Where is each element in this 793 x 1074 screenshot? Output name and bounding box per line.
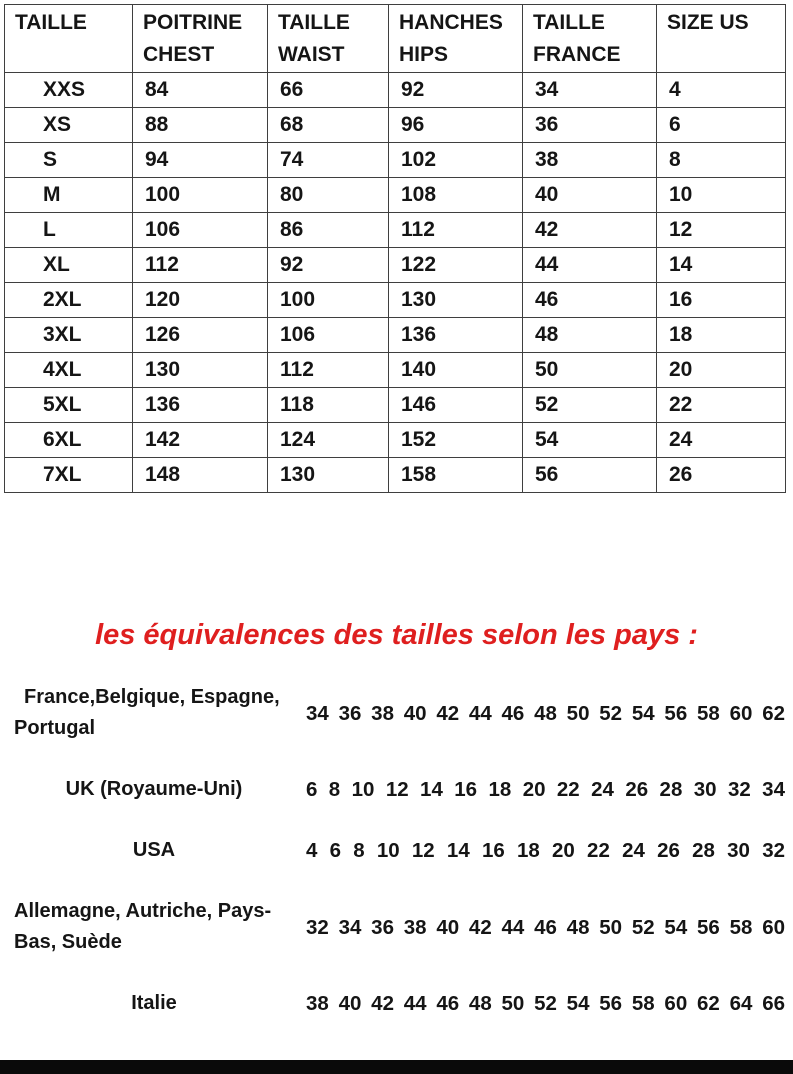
- equivalence-heading: les équivalences des tailles selon les pays :: [95, 619, 698, 651]
- size-chart-body: [5, 73, 786, 493]
- country-size-row: [0, 774, 793, 805]
- waist-cell: 86: [268, 213, 389, 248]
- size-row: [5, 248, 786, 283]
- waist-cell: 100: [268, 283, 389, 318]
- france-size-cell: 44: [523, 248, 657, 283]
- us-size-cell: 20: [657, 353, 786, 388]
- france-size-cell: 38: [523, 143, 657, 178]
- chest-cell: 142: [133, 423, 268, 458]
- column-header: TAILLE: [5, 5, 133, 73]
- size-chart-table: [4, 4, 786, 493]
- france-size-cell: 56: [523, 458, 657, 493]
- us-size-cell: 6: [657, 108, 786, 143]
- equivalence-rows: [0, 682, 793, 1019]
- waist-cell: 66: [268, 73, 389, 108]
- size-row: [5, 143, 786, 178]
- france-size-cell: 50: [523, 353, 657, 388]
- france-size-cell: 48: [523, 318, 657, 353]
- size-label-cell: 2XL: [5, 283, 133, 318]
- waist-cell: 106: [268, 318, 389, 353]
- size-values: 38 40 42 44 46 48 50 52 54 56 58 60 62 64 66: [306, 992, 785, 1015]
- france-size-cell: 52: [523, 388, 657, 423]
- waist-cell: 74: [268, 143, 389, 178]
- us-size-cell: 4: [657, 73, 786, 108]
- waist-cell: 80: [268, 178, 389, 213]
- waist-cell: 130: [268, 458, 389, 493]
- hips-cell: 92: [389, 73, 523, 108]
- hips-cell: 102: [389, 143, 523, 178]
- hips-cell: 122: [389, 248, 523, 283]
- size-row: [5, 318, 786, 353]
- us-size-cell: 14: [657, 248, 786, 283]
- size-label-cell: M: [5, 178, 133, 213]
- us-size-cell: 18: [657, 318, 786, 353]
- hips-cell: 112: [389, 213, 523, 248]
- waist-cell: 92: [268, 248, 389, 283]
- size-label-cell: 3XL: [5, 318, 133, 353]
- us-size-cell: 10: [657, 178, 786, 213]
- chest-cell: 88: [133, 108, 268, 143]
- us-size-cell: 12: [657, 213, 786, 248]
- size-row: [5, 423, 786, 458]
- waist-cell: 124: [268, 423, 389, 458]
- us-size-cell: 24: [657, 423, 786, 458]
- column-header: HANCHES HIPS: [389, 5, 523, 73]
- france-size-cell: 40: [523, 178, 657, 213]
- us-size-cell: 26: [657, 458, 786, 493]
- country-label: UK (Royaume-Uni): [65, 778, 243, 800]
- hips-cell: 158: [389, 458, 523, 493]
- france-size-cell: 42: [523, 213, 657, 248]
- size-values: 32 34 36 38 40 42 44 46 48 50 52 54 56 58 60: [306, 915, 785, 939]
- size-row: [5, 178, 786, 213]
- size-label-cell: 5XL: [5, 388, 133, 423]
- france-size-cell: 34: [523, 73, 657, 108]
- chest-cell: 126: [133, 318, 268, 353]
- column-header: TAILLE FRANCE: [523, 5, 657, 73]
- country-size-row: [0, 835, 793, 866]
- country-label: USA: [132, 839, 176, 861]
- size-label-cell: L: [5, 213, 133, 248]
- waist-cell: 118: [268, 388, 389, 423]
- chest-cell: 136: [133, 388, 268, 423]
- hips-cell: 152: [389, 423, 523, 458]
- size-row: [5, 108, 786, 143]
- france-size-cell: 36: [523, 108, 657, 143]
- us-size-cell: 22: [657, 388, 786, 423]
- header-row: [5, 5, 786, 73]
- chest-cell: 130: [133, 353, 268, 388]
- france-size-cell: 46: [523, 283, 657, 318]
- chest-cell: 94: [133, 143, 268, 178]
- size-label-cell: XS: [5, 108, 133, 143]
- chest-cell: 100: [133, 178, 268, 213]
- size-row: [5, 73, 786, 108]
- hips-cell: 136: [389, 318, 523, 353]
- chest-cell: 148: [133, 458, 268, 493]
- size-row: [5, 388, 786, 423]
- country-size-row: [0, 988, 793, 1019]
- size-label-cell: XXS: [5, 73, 133, 108]
- hips-cell: 130: [389, 283, 523, 318]
- size-values: 6 8 10 12 14 16 18 20 22 24 26 28 30 32 34: [306, 778, 785, 801]
- size-label-cell: 4XL: [5, 353, 133, 388]
- chest-cell: 84: [133, 73, 268, 108]
- size-row: [5, 283, 786, 318]
- hips-cell: 108: [389, 178, 523, 213]
- us-size-cell: 16: [657, 283, 786, 318]
- hips-cell: 96: [389, 108, 523, 143]
- country-label: Allemagne, Autriche, Pays-Bas, Suède: [14, 900, 272, 953]
- country-label: France,Belgique, Espagne, Portugal: [14, 686, 280, 739]
- size-row: [5, 353, 786, 388]
- size-label-cell: 6XL: [5, 423, 133, 458]
- waist-cell: 112: [268, 353, 389, 388]
- column-header: POITRINE CHEST: [133, 5, 268, 73]
- chest-cell: 112: [133, 248, 268, 283]
- chest-cell: 120: [133, 283, 268, 318]
- size-values: 34 36 38 40 42 44 46 48 50 52 54 56 58 60 62: [306, 701, 785, 725]
- size-label-cell: 7XL: [5, 458, 133, 493]
- country-size-row: [0, 682, 793, 744]
- size-chart-header: [5, 5, 786, 73]
- size-label-cell: S: [5, 143, 133, 178]
- waist-cell: 68: [268, 108, 389, 143]
- country-label: Italie: [131, 992, 177, 1014]
- bottom-black-bar: [0, 1060, 793, 1074]
- column-header: TAILLE WAIST: [268, 5, 389, 73]
- chest-cell: 106: [133, 213, 268, 248]
- size-values: 4 6 8 10 12 14 16 18 20 22 24 26 28 30 32: [306, 839, 785, 862]
- column-header: SIZE US: [657, 5, 786, 73]
- country-size-row: [0, 896, 793, 958]
- size-row: [5, 458, 786, 493]
- hips-cell: 140: [389, 353, 523, 388]
- size-label-cell: XL: [5, 248, 133, 283]
- france-size-cell: 54: [523, 423, 657, 458]
- us-size-cell: 8: [657, 143, 786, 178]
- hips-cell: 146: [389, 388, 523, 423]
- size-row: [5, 213, 786, 248]
